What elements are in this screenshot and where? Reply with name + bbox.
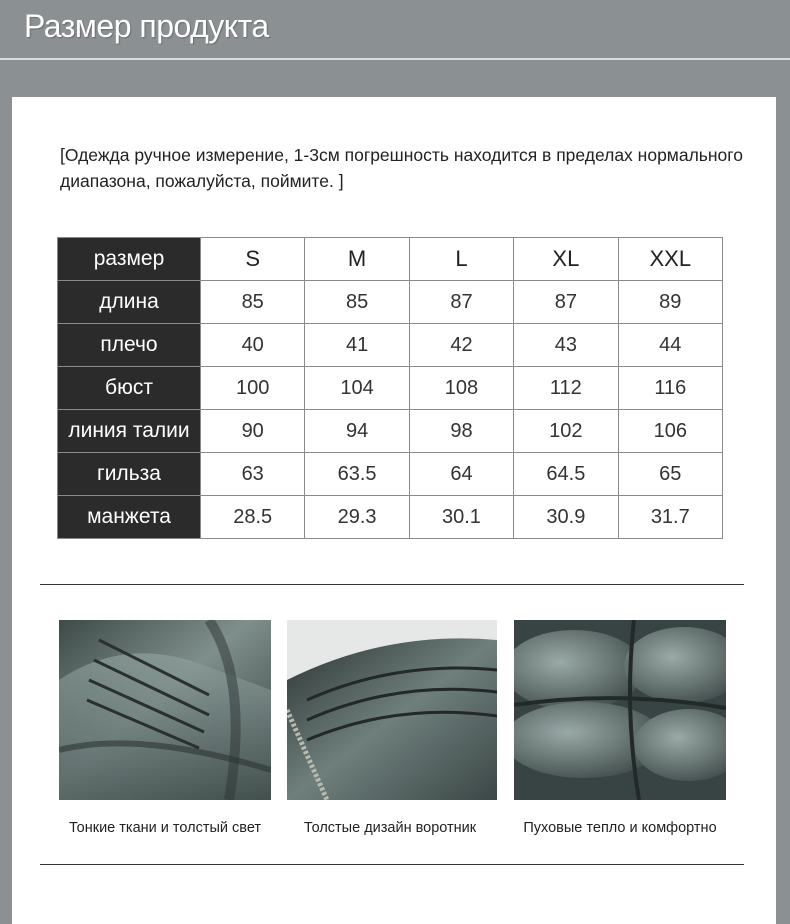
size-col-xl: XL <box>514 238 618 281</box>
sleeve-photo <box>59 620 271 800</box>
table-cell: 87 <box>409 281 513 324</box>
size-col-m: M <box>305 238 409 281</box>
header-divider <box>0 58 790 60</box>
page-header <box>0 0 790 58</box>
table-cell: 64.5 <box>514 453 618 496</box>
table-cell: 108 <box>409 367 513 410</box>
table-row <box>58 281 723 324</box>
size-table-header-row <box>58 238 723 281</box>
feature-caption: Толстые дизайн воротник <box>303 820 477 836</box>
table-cell: 90 <box>201 410 305 453</box>
table-cell: 30.9 <box>514 496 618 539</box>
table-cell: 65 <box>618 453 722 496</box>
table-cell: 89 <box>618 281 722 324</box>
size-col-s: S <box>201 238 305 281</box>
size-col-xxl: XXL <box>618 238 722 281</box>
table-row <box>58 453 723 496</box>
table-cell: 28.5 <box>201 496 305 539</box>
table-cell: 63 <box>201 453 305 496</box>
table-cell: 63.5 <box>305 453 409 496</box>
section-divider-top <box>40 584 744 585</box>
row-label: длина <box>58 281 201 324</box>
feature-caption: Тонкие ткани и толстый свет <box>68 820 262 836</box>
row-label: гильза <box>58 453 201 496</box>
table-cell: 85 <box>201 281 305 324</box>
size-header-label: размер <box>58 238 201 281</box>
table-cell: 106 <box>618 410 722 453</box>
table-cell: 94 <box>305 410 409 453</box>
table-cell: 112 <box>514 367 618 410</box>
measurement-note: [Одежда ручное измерение, 1-3см погрешность находится в пределах нормального диапазона, пожалуйста, поймите. ] <box>60 145 744 191</box>
table-cell: 100 <box>201 367 305 410</box>
table-cell: 87 <box>514 281 618 324</box>
row-label: манжета <box>58 496 201 539</box>
table-row <box>58 410 723 453</box>
table-cell: 31.7 <box>618 496 722 539</box>
table-cell: 40 <box>201 324 305 367</box>
collar-photo <box>287 620 497 800</box>
table-row <box>58 324 723 367</box>
table-cell: 44 <box>618 324 722 367</box>
table-cell: 116 <box>618 367 722 410</box>
table-cell: 104 <box>305 367 409 410</box>
table-cell: 41 <box>305 324 409 367</box>
table-cell: 30.1 <box>409 496 513 539</box>
section-divider-bottom <box>40 864 744 865</box>
table-cell: 43 <box>514 324 618 367</box>
table-cell: 64 <box>409 453 513 496</box>
table-cell: 29.3 <box>305 496 409 539</box>
row-label: линия талии <box>58 410 201 453</box>
table-cell: 98 <box>409 410 513 453</box>
puffer-photo <box>514 620 726 800</box>
feature-caption: Пуховые тепло и комфортно <box>523 820 717 836</box>
page-title: Размер продукта <box>24 8 269 44</box>
row-label: плечо <box>58 324 201 367</box>
table-cell: 85 <box>305 281 409 324</box>
size-table <box>57 237 723 539</box>
table-row <box>58 496 723 539</box>
table-cell: 102 <box>514 410 618 453</box>
row-label: бюст <box>58 367 201 410</box>
table-cell: 42 <box>409 324 513 367</box>
table-row <box>58 367 723 410</box>
size-col-l: L <box>409 238 513 281</box>
